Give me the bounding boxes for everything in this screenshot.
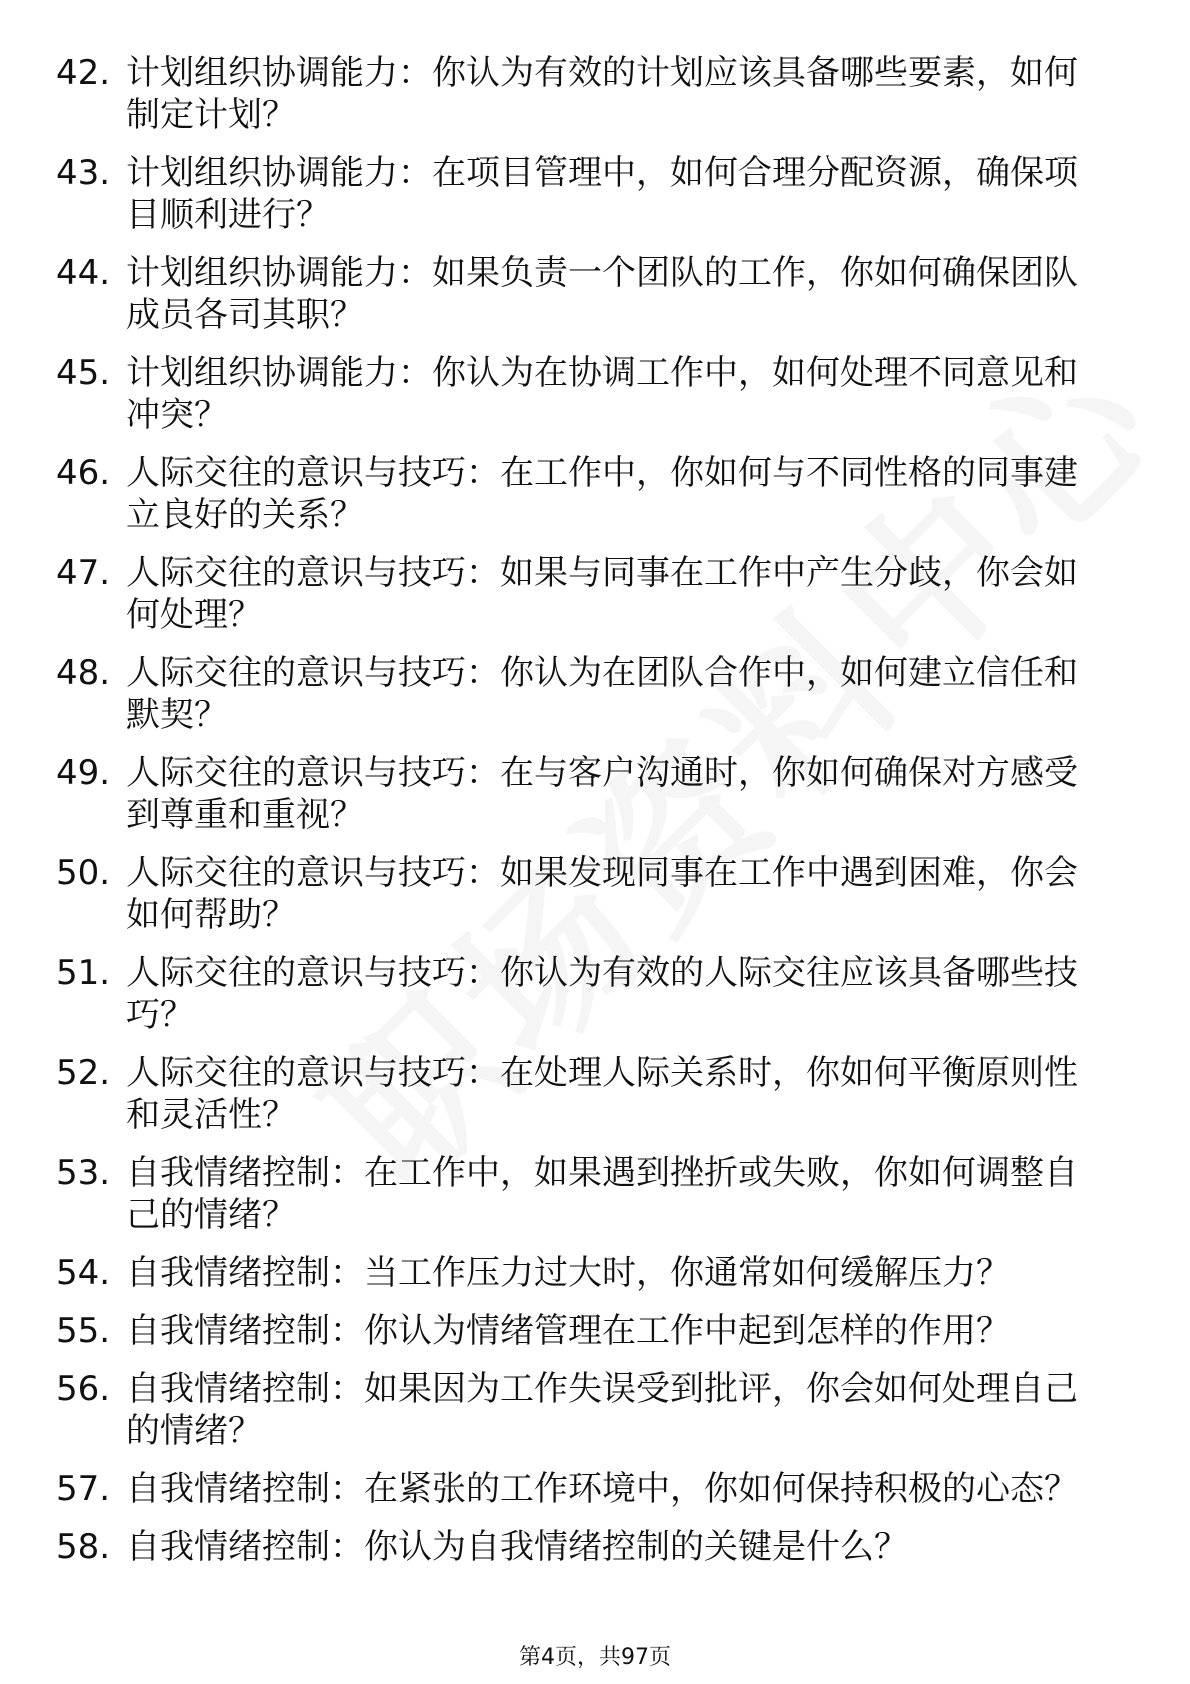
question-text: 计划组织协调能力：你认为在协调工作中，如何处理不同意见和冲突？ (126, 353, 1078, 435)
question-number: 45. (56, 353, 111, 393)
question-text: 自我情绪控制：在工作中，如果遇到挫折或失败，你如何调整自己的情绪？ (126, 1153, 1078, 1235)
list-item (56, 852, 1106, 936)
list-item (56, 1310, 1106, 1352)
question-number: 44. (56, 253, 111, 293)
question-text: 人际交往的意识与技巧：如果与同事在工作中产生分歧，你会如何处理？ (126, 553, 1078, 635)
question-number: 42. (56, 53, 111, 93)
list-item (56, 452, 1106, 536)
question-number: 58. (56, 1527, 111, 1567)
list-item (56, 252, 1106, 336)
page-number-label: 第4页，共97页 (519, 1645, 671, 1670)
list-item (56, 652, 1106, 736)
question-number: 51. (56, 953, 111, 993)
question-number: 57. (56, 1469, 111, 1509)
list-item (56, 1368, 1106, 1452)
question-number: 46. (56, 453, 111, 493)
list-item (56, 952, 1106, 1036)
list-item (56, 552, 1106, 636)
question-number: 54. (56, 1253, 111, 1293)
question-text: 计划组织协调能力：在项目管理中，如何合理分配资源，确保项目顺利进行？ (126, 153, 1078, 235)
question-list (56, 52, 1106, 1584)
list-item (56, 1526, 1106, 1568)
question-text: 人际交往的意识与技巧：在处理人际关系时，你如何平衡原则性和灵活性？ (126, 1053, 1078, 1135)
question-text: 自我情绪控制：在紧张的工作环境中，你如何保持积极的心态？ (126, 1469, 1078, 1509)
question-text: 人际交往的意识与技巧：在工作中，你如何与不同性格的同事建立良好的关系？ (126, 453, 1078, 535)
question-number: 52. (56, 1053, 111, 1093)
question-text: 自我情绪控制：你认为情绪管理在工作中起到怎样的作用？ (126, 1311, 1010, 1351)
question-text: 自我情绪控制：如果因为工作失误受到批评，你会如何处理自己的情绪？ (126, 1369, 1078, 1451)
question-text: 自我情绪控制：你认为自我情绪控制的关键是什么？ (126, 1527, 908, 1567)
question-text: 人际交往的意识与技巧：在与客户沟通时，你如何确保对方感受到尊重和重视？ (126, 753, 1078, 835)
question-number: 43. (56, 153, 111, 193)
list-item (56, 1468, 1106, 1510)
question-text: 人际交往的意识与技巧：你认为有效的人际交往应该具备哪些技巧？ (126, 953, 1078, 1035)
list-item (56, 1052, 1106, 1136)
question-number: 50. (56, 853, 111, 893)
list-item (56, 152, 1106, 236)
question-number: 53. (56, 1153, 111, 1193)
question-text: 人际交往的意识与技巧：你认为在团队合作中，如何建立信任和默契？ (126, 653, 1078, 735)
list-item (56, 752, 1106, 836)
question-number: 49. (56, 753, 111, 793)
question-text: 自我情绪控制：当工作压力过大时，你通常如何缓解压力？ (126, 1253, 1010, 1293)
question-text: 人际交往的意识与技巧：如果发现同事在工作中遇到困难，你会如何帮助？ (126, 853, 1078, 935)
list-item (56, 1252, 1106, 1294)
question-number: 47. (56, 553, 111, 593)
question-text: 计划组织协调能力：你认为有效的计划应该具备哪些要素，如何制定计划？ (126, 53, 1078, 135)
question-number: 56. (56, 1369, 111, 1409)
list-item (56, 1152, 1106, 1236)
question-text: 计划组织协调能力：如果负责一个团队的工作，你如何确保团队成员各司其职？ (126, 253, 1078, 335)
question-number: 55. (56, 1311, 111, 1351)
list-item (56, 352, 1106, 436)
question-number: 48. (56, 653, 111, 693)
list-item (56, 52, 1106, 136)
page-footer (0, 1640, 1190, 1671)
